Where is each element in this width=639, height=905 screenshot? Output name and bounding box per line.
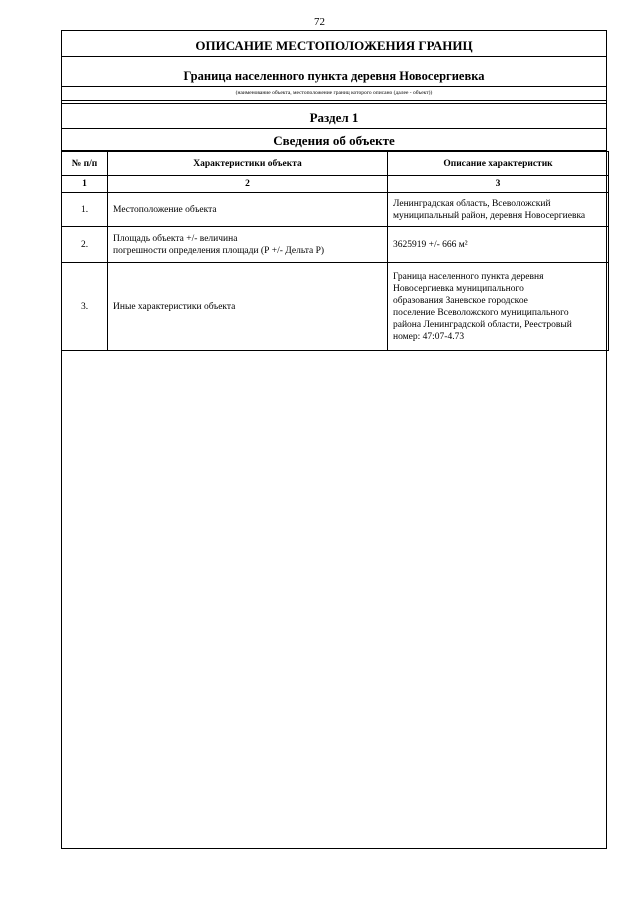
table-row: [62, 263, 609, 351]
table-index-row: [62, 176, 609, 193]
row-characteristic: Местоположение объекта: [108, 193, 388, 227]
column-header-description: Описание характеристик: [388, 152, 609, 176]
page-number: 72: [314, 16, 325, 28]
column-index: 2: [108, 176, 388, 193]
document-title: ОПИСАНИЕ МЕСТОПОЛОЖЕНИЯ ГРАНИЦ: [62, 31, 606, 57]
column-index: 1: [62, 176, 108, 193]
row-description: Ленинградская область, Всеволожский муниципальный район, деревня Новосергиевка: [388, 193, 609, 227]
table-row: [62, 193, 609, 227]
row-number: 2.: [62, 227, 108, 263]
column-header-characteristic: Характеристики объекта: [108, 152, 388, 176]
section-label: Раздел 1: [62, 104, 606, 129]
table-row: [62, 227, 609, 263]
characteristics-table: [61, 151, 609, 351]
row-characteristic: Площадь объекта +/- величина погрешности определения площади (Р +/- Дельта Р): [108, 227, 388, 263]
row-number: 3.: [62, 263, 108, 351]
section-title: Сведения об объекте: [62, 129, 606, 151]
object-caption: (наименование объекта, местоположение границ которого описано (далее - объект)): [62, 87, 606, 101]
object-name: Граница населенного пункта деревня Новосергиевка: [62, 57, 606, 87]
row-number: 1.: [62, 193, 108, 227]
table-header-row: [62, 152, 609, 176]
row-characteristic: Иные характеристики объекта: [108, 263, 388, 351]
column-header-number: № п/п: [62, 152, 108, 176]
row-description: Граница населенного пункта деревня Новосергиевка муниципального образования Заневское городское поселение Всеволожского муниципального района Ленинградской области, Реестровый номер: 47:07-4.73: [388, 263, 609, 351]
column-index: 3: [388, 176, 609, 193]
document-frame: [61, 30, 607, 849]
row-description: 3625919 +/- 666 м²: [388, 227, 609, 263]
